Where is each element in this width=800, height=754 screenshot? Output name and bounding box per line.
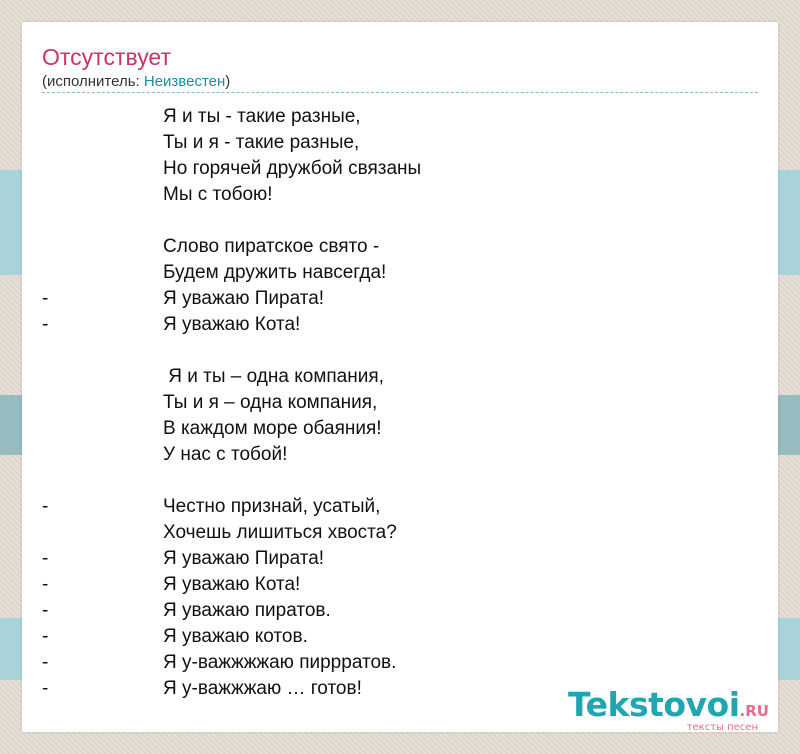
lyric-text: Я и ты – одна компания, [163, 366, 384, 387]
lyric-text: У нас с тобой! [163, 444, 288, 465]
lyric-line [42, 494, 758, 520]
lyric-text: Хочешь лишиться хвоста? [163, 522, 397, 543]
artist-link[interactable]: Неизвестен [143, 73, 226, 90]
lyric-dash: - [42, 626, 49, 647]
lyric-dash: - [42, 652, 49, 673]
lyric-line [42, 156, 758, 182]
lyric-text: Ты и я - такие разные, [163, 132, 360, 153]
lyric-line [42, 234, 758, 260]
lyric-text: Я уважаю Кота! [163, 314, 301, 335]
lyrics-card [22, 22, 778, 732]
song-title: Отсутствует [42, 44, 171, 70]
lyric-line [42, 182, 758, 208]
lyric-line [42, 364, 758, 390]
artist-line [42, 72, 230, 92]
lyric-text: Я уважаю котов. [163, 626, 308, 647]
lyric-line [42, 130, 758, 156]
lyric-dash: - [42, 288, 49, 309]
lyric-line [42, 520, 758, 546]
lyric-line [42, 104, 758, 130]
lyric-line [42, 338, 758, 364]
lyric-text: Я у-важжжжаю пиррратов. [163, 652, 397, 673]
lyric-dash: - [42, 678, 49, 699]
lyric-line [42, 572, 758, 598]
artist-prefix: (исполнитель: [42, 73, 144, 90]
lyric-line [42, 260, 758, 286]
lyric-text: Я уважаю Кота! [163, 574, 301, 595]
lyrics-body [42, 104, 758, 702]
logo-tld: .RU [739, 702, 769, 720]
lyric-line [42, 598, 758, 624]
lyric-text: Честно признай, усатый, [163, 496, 381, 517]
lyric-line [42, 208, 758, 234]
lyric-line [42, 546, 758, 572]
logo-tagline: тексты песен [686, 722, 758, 733]
lyric-dash: - [42, 548, 49, 569]
lyric-dash: - [42, 600, 49, 621]
lyric-line [42, 624, 758, 650]
lyric-line [42, 286, 758, 312]
lyric-line [42, 390, 758, 416]
lyric-text: Я уважаю пиратов. [163, 600, 331, 621]
lyric-text: Но горячей дружбой связаны [163, 158, 422, 179]
lyric-text: Слово пиратское свято - [163, 236, 380, 257]
lyric-text: Я и ты - такие разные, [163, 106, 361, 127]
lyric-text: Я уважаю Пирата! [163, 288, 325, 309]
lyric-text: В каждом море обаяния! [163, 418, 382, 439]
lyric-text: Я уважаю Пирата! [163, 548, 325, 569]
lyric-line [42, 442, 758, 468]
artist-suffix: ) [225, 73, 231, 90]
lyric-line [42, 650, 758, 676]
site-logo[interactable] [568, 685, 778, 733]
lyric-dash: - [42, 314, 49, 335]
lyric-line [42, 416, 758, 442]
lyric-text: Ты и я – одна компания, [163, 392, 378, 413]
lyric-text: Я у-важжжаю … готов! [163, 678, 362, 699]
lyric-text: Будем дружить навсегда! [163, 262, 387, 283]
lyric-dash: - [42, 574, 49, 595]
title-divider [42, 92, 758, 93]
lyric-dash: - [42, 496, 49, 517]
lyric-text: Мы с тобою! [163, 184, 273, 205]
lyric-line [42, 312, 758, 338]
lyric-line [42, 468, 758, 494]
logo-name: Tekstovoi [568, 685, 740, 724]
